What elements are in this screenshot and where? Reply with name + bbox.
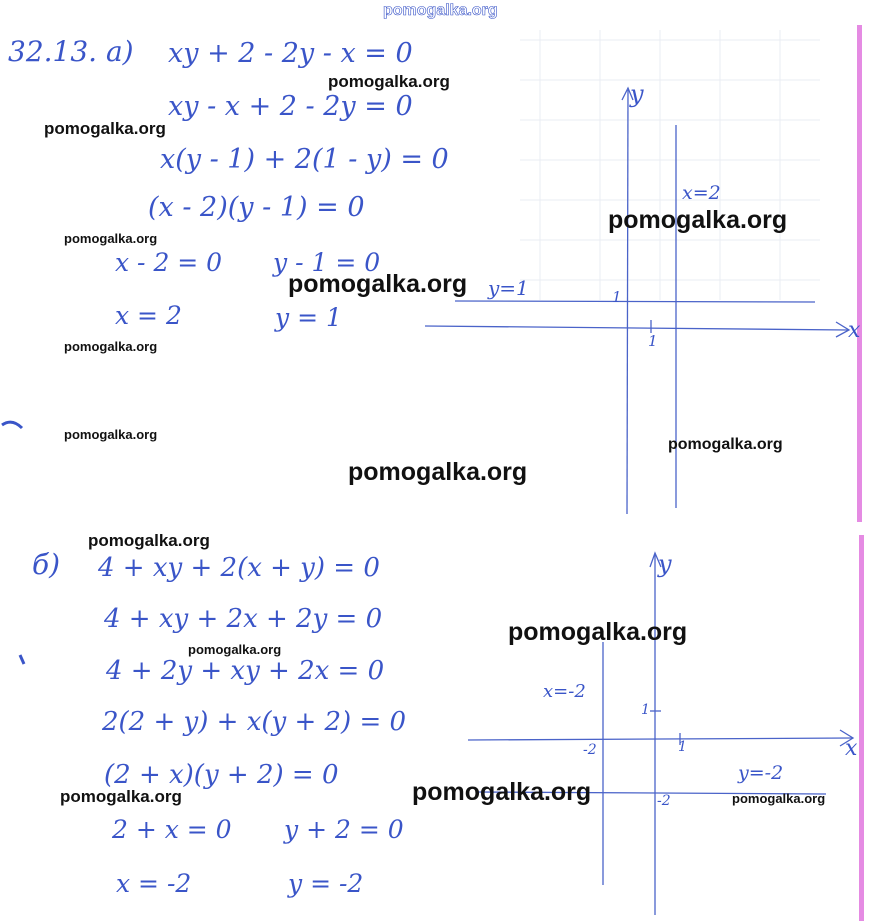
part-a-case-left-2: x = 2 — [115, 301, 182, 330]
graph-a-line-y1 — [455, 301, 815, 302]
watermark: pomogalka.org — [732, 791, 826, 806]
part-b-case-right-1: y + 2 = 0 — [284, 815, 404, 844]
watermark: pomogalka.org — [508, 618, 688, 646]
part-a-step-2: xy - x + 2 - 2y = 0 — [168, 91, 413, 122]
graph-b-line-v-label: x=-2 — [543, 681, 586, 702]
graph-a-tick-y-label: 1 — [612, 288, 622, 306]
part-a-step-3: x(y - 1) + 2(1 - y) = 0 — [160, 144, 449, 175]
part-a-step-4: (x - 2)(y - 1) = 0 — [148, 192, 365, 223]
graph-b-x-label: x — [845, 736, 858, 761]
graph-b-tick-y-pos-label: 1 — [641, 702, 650, 718]
part-b-case-left-2: x = -2 — [116, 869, 192, 898]
watermark: pomogalka.org — [44, 119, 166, 138]
watermark: pomogalka.org — [668, 436, 783, 453]
part-a-case-right-1: y - 1 = 0 — [273, 248, 381, 277]
part-b-step-5: (2 + x)(y + 2) = 0 — [104, 760, 339, 790]
part-a-label: 32.13. а) — [8, 35, 134, 68]
graph-a-line-v-label: x=2 — [682, 182, 721, 204]
part-a-case-left-1: x - 2 = 0 — [115, 248, 223, 277]
part-b-step-4: 2(2 + y) + x(y + 2) = 0 — [102, 707, 407, 737]
pen-mark — [2, 422, 22, 428]
watermark: pomogalka.org — [348, 458, 528, 486]
graph-a-line-h-label: y=1 — [488, 276, 529, 300]
graph-b-x-axis — [468, 738, 852, 740]
graph-b-tick-y-neg-label: -2 — [657, 793, 671, 809]
part-b-label: б) — [32, 548, 61, 581]
part-b-case-left-1: 2 + x = 0 — [112, 815, 232, 844]
graph-b-y-label: y — [658, 550, 672, 578]
watermark: pomogalka.org — [412, 778, 592, 806]
graph-a-tick-x-label: 1 — [648, 332, 658, 350]
site-header: pomogalka.org — [383, 2, 498, 19]
graph-a-x-axis — [425, 326, 848, 330]
watermark: pomogalka.org — [288, 270, 468, 298]
watermark: pomogalka.org — [64, 339, 158, 354]
watermark: pomogalka.org — [60, 787, 182, 806]
graph-b-tick-x-pos-label: 1 — [678, 739, 687, 755]
part-b-case-right-2: y = -2 — [288, 869, 364, 898]
part-a-case-right-2: y = 1 — [275, 303, 342, 332]
watermark: pomogalka.org — [64, 231, 158, 246]
graph-a-y-label: y — [630, 80, 644, 108]
graph-b-line-h-label: y=-2 — [738, 762, 784, 784]
watermark: pomogalka.org — [608, 206, 788, 234]
watermark: pomogalka.org — [188, 642, 282, 657]
part-b-step-1: 4 + xy + 2(x + y) = 0 — [98, 553, 380, 583]
part-b-step-2: 4 + xy + 2x + 2y = 0 — [104, 604, 383, 634]
pen-mark — [20, 655, 24, 664]
graph-a-x-label: x — [848, 318, 861, 343]
part-b-step-3: 4 + 2y + xy + 2x = 0 — [106, 656, 385, 686]
part-a-step-1: xy + 2 - 2y - x = 0 — [168, 38, 413, 69]
graph-b-tick-x-neg-label: -2 — [583, 742, 597, 758]
watermark: pomogalka.org — [88, 531, 210, 550]
watermark: pomogalka.org — [64, 427, 158, 442]
watermark: pomogalka.org — [328, 72, 450, 91]
